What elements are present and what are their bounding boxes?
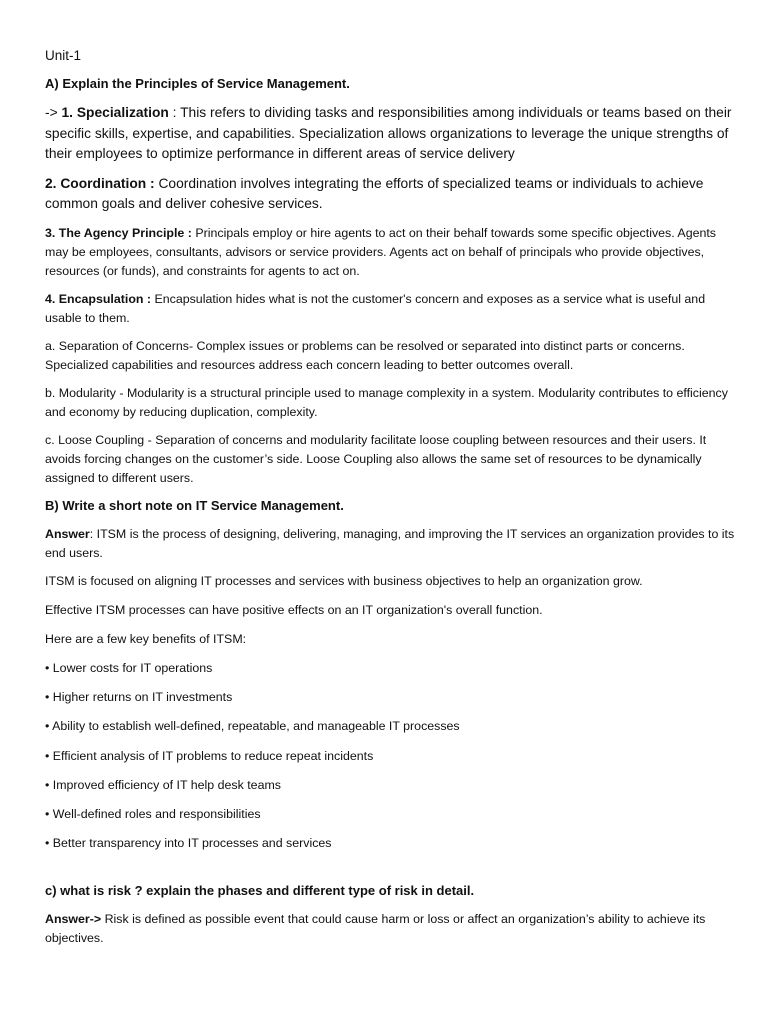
text-coordination: Coordination involves integrating the efforts of specialized teams or individuals to achieve common goals and deliver cohesive services. bbox=[45, 175, 704, 211]
principle-encapsulation bbox=[45, 290, 738, 328]
principle-agency bbox=[45, 224, 738, 281]
principle-coordination bbox=[45, 174, 738, 215]
text-encapsulation: Encapsulation hides what is not the customer's concern and exposes as a service what is useful and usable to them. bbox=[45, 291, 706, 325]
question-a-heading: A) Explain the Principles of Service Management. bbox=[45, 76, 350, 91]
answer-text: Risk is defined as possible event that could cause harm or loss or affect an organization’s ability to achieve its objectives. bbox=[45, 912, 706, 946]
itsm-benefits-intro: Here are a few key benefits of ITSM: bbox=[45, 631, 247, 646]
benefit-item: • Ability to establish well-defined, repeatable, and manageable IT processes bbox=[45, 719, 460, 734]
benefit-item: • Well-defined roles and responsibilities bbox=[45, 807, 261, 821]
term-encapsulation: 4. Encapsulation : bbox=[45, 291, 152, 306]
question-b-heading: B) Write a short note on IT Service Management. bbox=[45, 497, 344, 513]
term-specialization: 1. Specialization bbox=[61, 105, 169, 120]
sub-modularity: b. Modularity - Modularity is a structural principle used to manage complexity in a system. Modularity contributes to efficiency and economy by reducing duplication, complexity. bbox=[45, 385, 728, 419]
sub-loose-coupling: c. Loose Coupling - Separation of concerns and modularity facilitate loose coupling between resources and their users. It avoids forcing changes on the customer’s side. Loose Coupling also allows the same set of resources to be dynamically assigned to different users. bbox=[45, 432, 707, 485]
answer-label: Answer-> bbox=[45, 912, 102, 927]
principle-specialization bbox=[45, 103, 738, 165]
itsm-answer bbox=[45, 525, 738, 563]
answer-text: : ITSM is the process of designing, delivering, managing, and improving the IT services an organization provides to its end users. bbox=[45, 526, 735, 560]
benefit-item: • Better transparency into IT processes and services bbox=[45, 836, 332, 851]
itsm-effective: Effective ITSM processes can have positive effects on an IT organization's overall function. bbox=[45, 602, 543, 617]
arrow-prefix: -> bbox=[45, 105, 62, 120]
answer-label: Answer bbox=[45, 526, 90, 541]
term-agency: 3. The Agency Principle : bbox=[45, 225, 192, 240]
benefit-item: • Higher returns on IT investments bbox=[45, 690, 233, 705]
itsm-focus: ITSM is focused on aligning IT processes and services with business objectives to help an organization grow. bbox=[45, 573, 643, 588]
spacer bbox=[45, 863, 738, 882]
benefit-item: • Lower costs for IT operations bbox=[45, 661, 213, 676]
text-agency: Principals employ or hire agents to act on their behalf towards some specific objectives. Agents may be employees, consultants, advisors or service providers. Agents act on behalf of principals who provide objectives, resources (or funds), and constraints for agents to act on. bbox=[45, 225, 717, 278]
term-coordination: 2. Coordination : bbox=[45, 175, 155, 191]
benefit-item: • Efficient analysis of IT problems to reduce repeat incidents bbox=[45, 748, 374, 763]
unit-label: Unit-1 bbox=[45, 48, 82, 63]
text-specialization: : This refers to dividing tasks and responsibilities among individuals or teams based on their specific skills, expertise, and capabilities. Specialization allows organizations to leverage the unique strengths of their employees to optimize performance in different areas of service delivery bbox=[45, 105, 732, 161]
benefit-item: • Improved efficiency of IT help desk teams bbox=[45, 777, 281, 792]
question-c-heading: c) what is risk ? explain the phases and different type of risk in detail. bbox=[45, 883, 475, 899]
risk-answer bbox=[45, 910, 738, 948]
sub-separation-of-concerns: a. Separation of Concerns- Complex issues or problems can be resolved or separated into distinct parts or concerns. Specialized capabilities and resources address each concern leading to better outcomes overall. bbox=[45, 338, 685, 372]
